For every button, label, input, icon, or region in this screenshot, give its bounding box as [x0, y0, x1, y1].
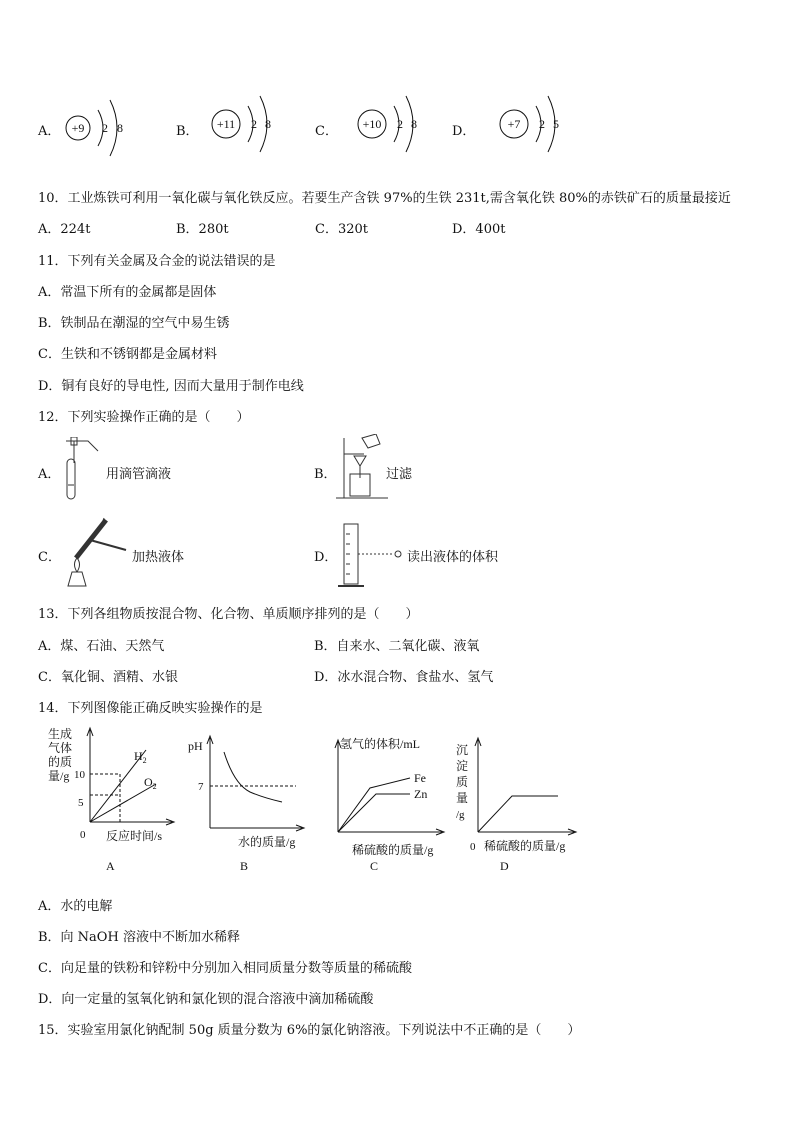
- graph-a-o2-line: [90, 784, 156, 822]
- q10-stem: 10．工业炼铁可利用一氧化碳与氧化铁反应。若要生产含铁 97%的生铁 231t,需含氧化铁 80%的赤铁矿石的质量最接近: [38, 191, 731, 206]
- q12-option-c-text: 加热液体: [132, 550, 185, 565]
- filtration-illustration: [334, 434, 390, 504]
- graph-d-origin: 0: [470, 841, 476, 853]
- graph-d-curve: [478, 796, 558, 832]
- graph-a-origin: 0: [80, 829, 86, 841]
- graph-c-zn-label: Zn: [414, 787, 428, 801]
- q14-option-b: B．向 NaOH 溶液中不断加水稀释: [38, 930, 240, 945]
- graph-a-ylabel-2: 气体: [48, 741, 73, 755]
- graph-d-ylabel-5: /g: [456, 809, 465, 821]
- q12-option-d-text: 读出液体的体积: [407, 550, 499, 565]
- q12-option-b-text: 过滤: [386, 467, 413, 482]
- nucleus-c: +10: [362, 117, 382, 131]
- q14-option-d: D．向一定量的氢氧化钠和氯化钡的混合溶液中滴加稀硫酸: [38, 992, 374, 1007]
- graduated-cylinder-illustration: [336, 518, 404, 594]
- q12-option-c-label: C．: [38, 550, 61, 565]
- dropper-illustration: [58, 437, 102, 505]
- q12-option-d-label: D．: [314, 550, 338, 565]
- graph-d-ylabel-3: 质: [456, 775, 469, 789]
- graph-d: [454, 732, 584, 874]
- q15-stem: 15．实验室用氯化钠配制 50g 质量分数为 6%的氯化钠溶液。下列说法中不正确的是（ ）: [38, 1023, 581, 1038]
- q13-stem: 13．下列各组物质按混合物、化合物、单质顺序排列的是（ ）: [38, 607, 419, 622]
- q13-option-b: B．自来水、二氧化碳、液氧: [314, 639, 480, 654]
- atom-diagram-d: [498, 92, 578, 156]
- shell2-b: 8: [265, 117, 271, 131]
- q12-option-b-label: B．: [314, 467, 337, 482]
- graph-c-ylabel: 氢气的体积/mL: [340, 737, 420, 751]
- graph-a-o2-label: $O_2$: [144, 775, 157, 791]
- shell1-b: 2: [251, 117, 257, 131]
- nucleus-b: +11: [216, 117, 236, 131]
- shell2-d: 5: [553, 117, 559, 131]
- graph-b-ylabel: pH: [188, 739, 203, 753]
- q11-option-b: B．铁制品在潮湿的空气中易生锈: [38, 316, 230, 331]
- graph-a-xlabel: 反应时间/s: [106, 829, 163, 843]
- graph-d-ylabel-2: 淀: [456, 759, 469, 773]
- shell2-c: 8: [411, 117, 417, 131]
- q10-option-d: D．400t: [452, 222, 506, 237]
- graph-a-h2-label: $H_2$: [134, 749, 147, 765]
- q11-option-c: C．生铁和不锈钢都是金属材料: [38, 347, 217, 362]
- q10-option-b: B．280t: [176, 222, 229, 237]
- q10-option-a: A．224t: [38, 222, 91, 237]
- q12-option-a-label: A．: [38, 467, 61, 482]
- q9-option-b-label: B．: [176, 124, 199, 139]
- graph-c-name: C: [370, 859, 379, 873]
- q11-option-a: A．常温下所有的金属都是固体: [38, 285, 217, 300]
- graph-a-tick-10: 10: [74, 769, 85, 781]
- graph-c-fe-label: Fe: [414, 771, 426, 785]
- q14-stem: 14．下列图像能正确反映实验操作的是: [38, 701, 263, 716]
- graph-c-zn-line: [338, 794, 410, 832]
- q9-option-d-label: D．: [452, 124, 476, 139]
- q14-option-a: A．水的电解: [38, 899, 113, 914]
- graph-b-curve: [224, 752, 282, 802]
- graph-a-ylabel-3: 的质: [48, 755, 73, 769]
- atom-diagram-c: [356, 92, 436, 156]
- graph-d-name: D: [500, 859, 509, 873]
- nucleus-d: +7: [507, 117, 521, 131]
- q13-option-a: A．煤、石油、天然气: [38, 639, 165, 654]
- shell2-a: 8: [117, 121, 123, 135]
- graph-c-xlabel: 稀硫酸的质量/g: [352, 843, 434, 857]
- graph-a-ylabel-4: 量/g: [48, 769, 70, 783]
- graph-b-name: B: [240, 859, 249, 873]
- graph-d-ylabel-1: 沉: [456, 743, 469, 757]
- q11-option-d: D．铜有良好的导电性, 因而大量用于制作电线: [38, 379, 304, 394]
- graph-a-ylabel-1: 生成: [48, 727, 73, 741]
- shell1-a: 2: [102, 121, 108, 135]
- shell1-c: 2: [397, 117, 403, 131]
- graph-b: [186, 732, 310, 874]
- nucleus-a: +9: [71, 121, 85, 135]
- q12-option-a-text: 用滴管滴液: [106, 467, 172, 482]
- q11-stem: 11．下列有关金属及合金的说法错误的是: [38, 254, 276, 269]
- graph-c: [330, 732, 454, 874]
- graph-a: [44, 722, 184, 874]
- graph-b-xlabel: 水的质量/g: [238, 835, 296, 849]
- q13-option-c: C．氧化铜、酒精、水银: [38, 670, 178, 685]
- q12-stem: 12．下列实验操作正确的是（ ）: [38, 410, 250, 425]
- shell1-d: 2: [539, 117, 545, 131]
- graph-d-ylabel-4: 量: [456, 791, 469, 805]
- q10-option-c: C．320t: [315, 222, 368, 237]
- heating-illustration: [60, 514, 132, 594]
- graph-a-tick-5: 5: [78, 797, 84, 809]
- q9-option-c-label: C．: [315, 124, 338, 139]
- atom-diagram-b: [208, 92, 288, 156]
- atom-diagram-a: [62, 96, 142, 160]
- graph-c-fe-line: [338, 778, 410, 832]
- graph-a-name: A: [106, 859, 115, 873]
- q9-option-a-label: A．: [38, 124, 61, 139]
- graph-b-tick-7: 7: [198, 781, 204, 793]
- q14-option-c: C．向足量的铁粉和锌粉中分别加入相同质量分数等质量的稀硫酸: [38, 961, 412, 976]
- q13-option-d: D．冰水混合物、食盐水、氢气: [314, 670, 494, 685]
- graph-d-xlabel: 稀硫酸的质量/g: [484, 839, 566, 853]
